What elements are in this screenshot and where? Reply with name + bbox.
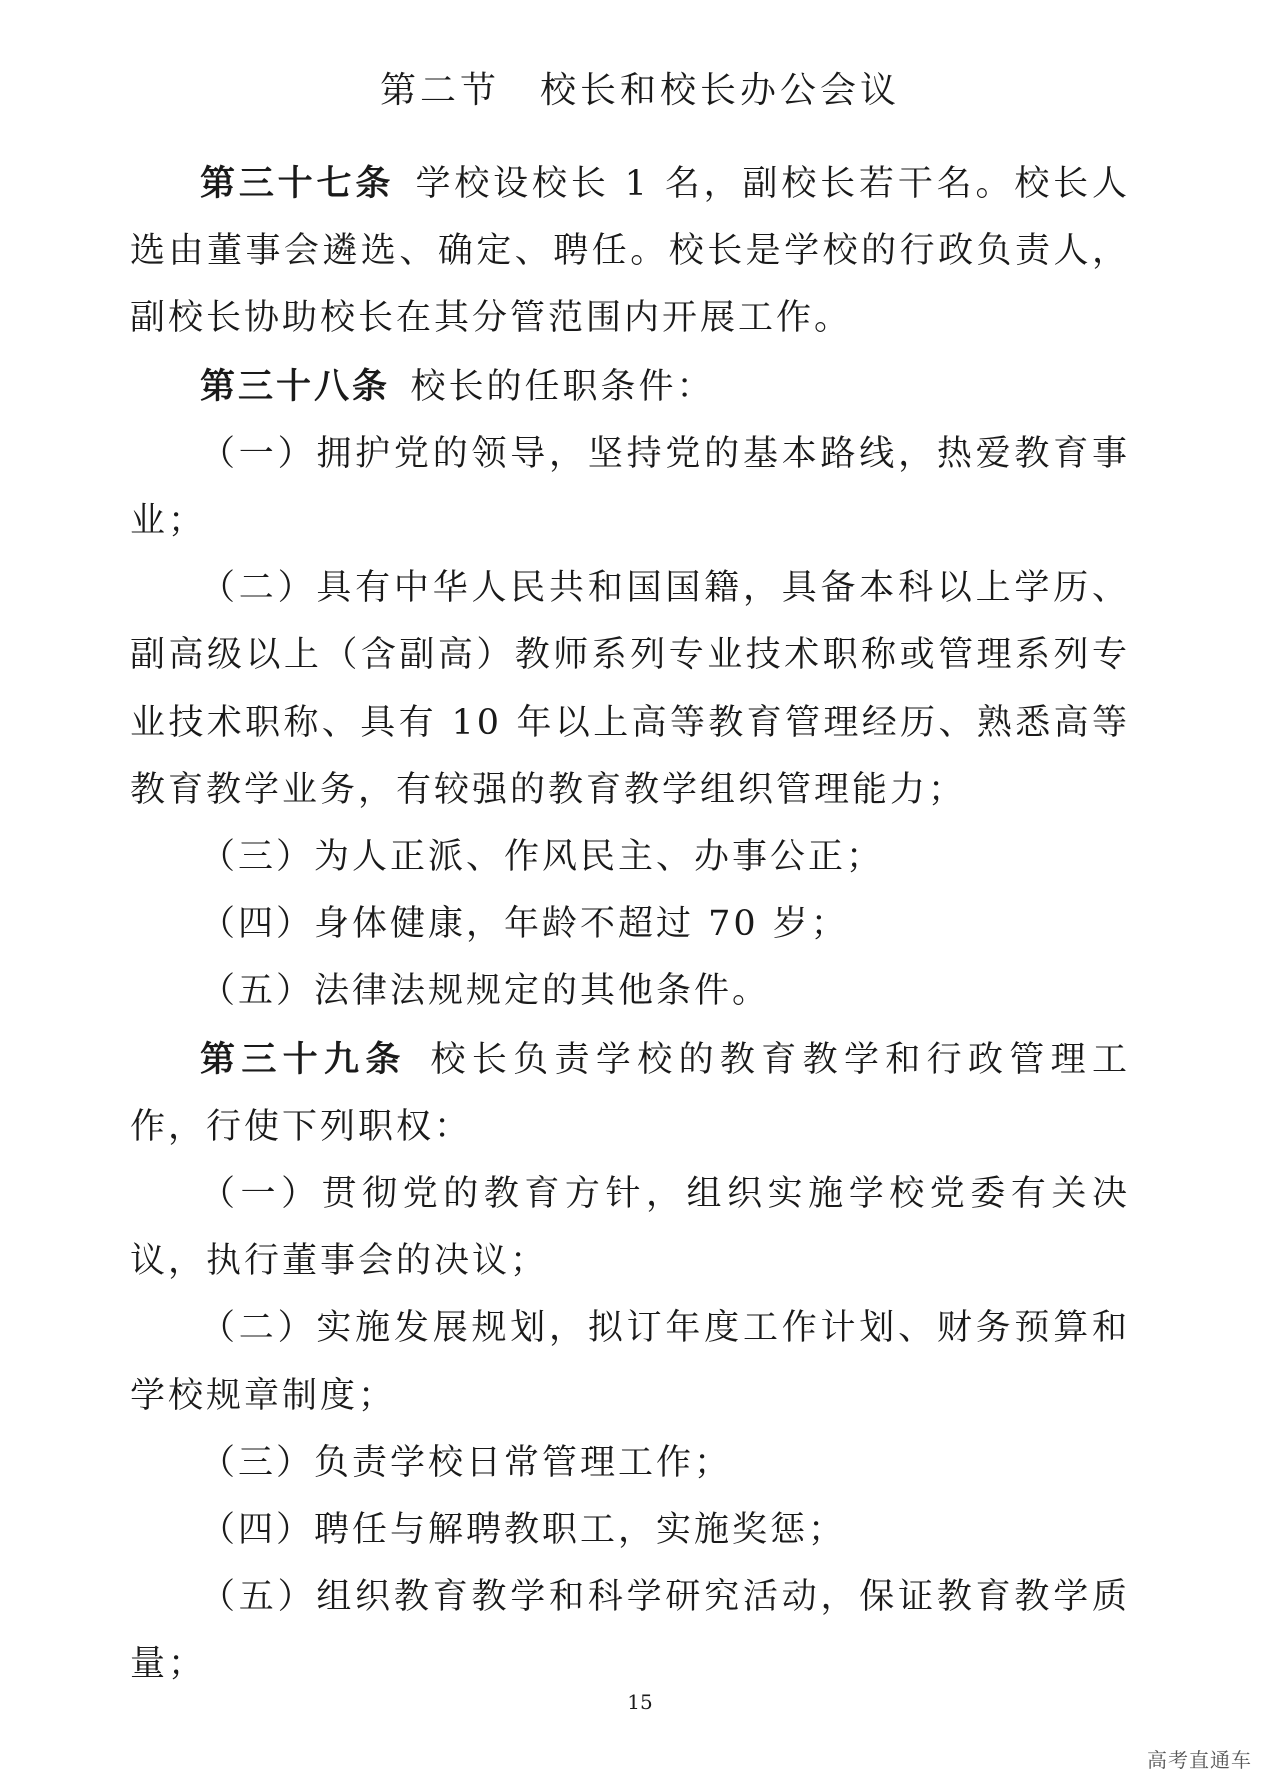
article-number: 第三十九条 [200, 1038, 407, 1080]
paragraph-item: （四）身体健康，年龄不超过 70 岁； [200, 904, 849, 945]
paragraph-item: （一）拥护党的领导，坚持党的基本路线，热爱教育事业； [130, 433, 1130, 542]
paragraph-item: （一）贯彻党的教育方针，组织实施学校党委有关决议，执行董事会的决议； [130, 1174, 1130, 1282]
body-text [130, 150, 1130, 1699]
paragraph-item: （二）实施发展规划，拟订年度工作计划、财务预算和学校规章制度； [130, 1308, 1130, 1416]
paragraph-art39 [130, 1026, 1130, 1161]
paragraph-text: 学校设校长 1 名，副校长若干名。校长人选由董事会遴选、确定、聘任。校长是学校的行政负责人，副校长协助校长在其分管范围内开展工作。 [130, 164, 1130, 339]
watermark: 高考直通车 [1147, 1748, 1252, 1772]
paragraph-text: 校长的任职条件： [410, 366, 715, 407]
section-title: 第二节 校长和校长办公会议 [379, 70, 900, 111]
paragraph-text: 校长负责学校的教育教学和行政管理工作，行使下列职权： [130, 1039, 1130, 1147]
paragraph-item: （二）具有中华人民共和国国籍，具备本科以上学历、副高级以上（含副高）教师系列专业技术职称或管理系列专业技术职称、具有 10 年以上高等教育管理经历、熟悉高等教育教学业务，有较强的教育教学组织管理能力； [130, 568, 1130, 810]
article-number: 第三十七条 [200, 163, 395, 204]
paragraph-item: （三）负责学校日常管理工作； [200, 1442, 733, 1483]
paragraph-item: （三）为人正派、作风民主、办事公正； [200, 837, 885, 878]
paragraph-art37 [130, 150, 1130, 353]
paragraph-item: （四）聘任与解聘教职工，实施奖惩； [200, 1510, 847, 1551]
paragraph-item: （五）法律法规规定的其他条件。 [200, 971, 771, 1012]
paragraph-item: （五）组织教育教学和科学研究活动，保证教育教学质量； [130, 1577, 1130, 1685]
page-number: 15 [627, 1690, 653, 1714]
article-number: 第三十八条 [200, 365, 391, 407]
paragraph-art38 [130, 353, 1130, 421]
